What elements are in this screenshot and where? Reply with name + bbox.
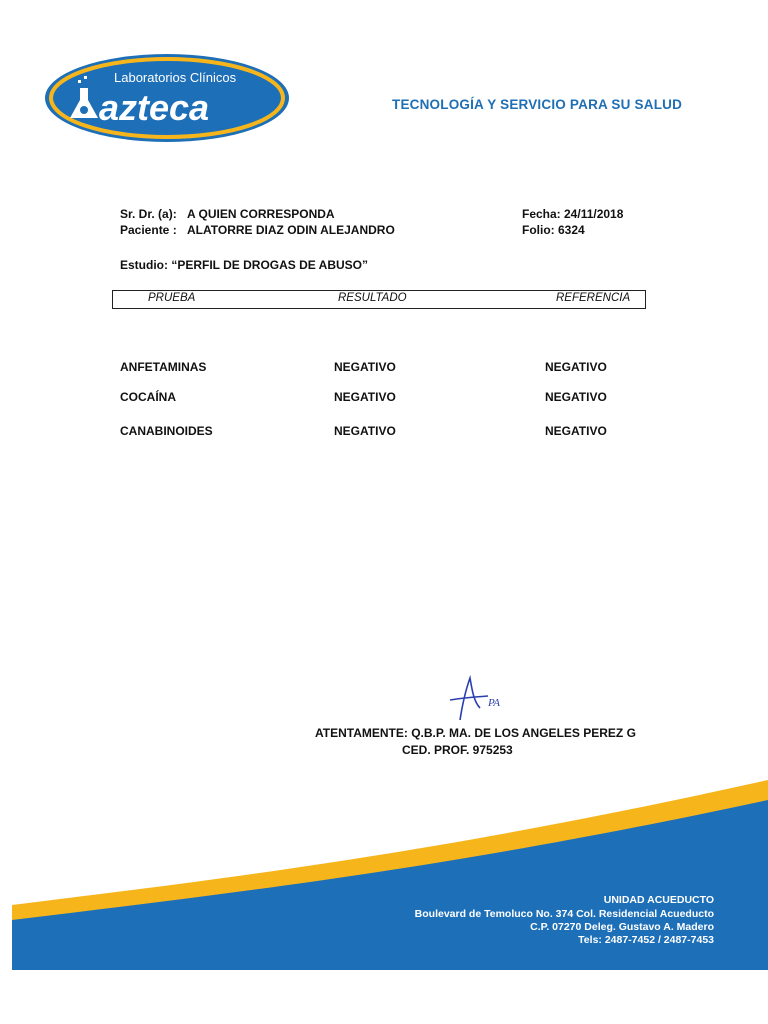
doctor-value: A QUIEN CORRESPONDA [187,207,335,221]
brand-top-text: Laboratorios Clínicos [114,70,237,85]
test-reference: NEGATIVO [545,390,607,404]
signatory-line: ATENTAMENTE: Q.B.P. MA. DE LOS ANGELES PEREZ G [315,726,636,740]
tagline: TECNOLOGÍA Y SERVICIO PARA SU SALUD [392,97,683,112]
brand-name-text: azteca [99,87,210,128]
test-reference: NEGATIVO [545,360,607,374]
test-result: NEGATIVO [334,424,396,438]
license-number: CED. PROF. 975253 [402,743,513,757]
test-name: CANABINOIDES [120,424,213,438]
footer-unit: UNIDAD ACUEDUCTO [603,894,714,906]
footer-phones: Tels: 2487-7452 / 2487-7453 [578,934,714,946]
signature-initials: PA [488,697,501,709]
handwritten-signature [440,672,520,722]
test-result: NEGATIVO [334,360,396,374]
lab-logo [44,52,290,144]
date-text: Fecha: 24/11/2018 [522,207,624,221]
footer-address-line2: C.P. 07270 Deleg. Gustavo A. Madero [530,921,714,933]
header-resultado: RESULTADO [338,292,407,304]
test-name: ANFETAMINAS [120,360,207,374]
patient-label: Paciente : [120,223,177,237]
footer-address-line1: Boulevard de Temoluco No. 374 Col. Residencial Acueducto [414,908,714,920]
study-text: Estudio: “PERFIL DE DROGAS DE ABUSO” [120,258,369,272]
folio-text: Folio: 6324 [522,223,585,237]
header-prueba: PRUEBA [148,292,196,304]
test-name: COCAÍNA [120,390,176,404]
test-result: NEGATIVO [334,390,396,404]
header-referencia: REFERENCIA [556,292,631,304]
doctor-label: Sr. Dr. (a): [120,207,177,221]
test-reference: NEGATIVO [545,424,607,438]
patient-value: ALATORRE DIAZ ODIN ALEJANDRO [187,223,395,237]
